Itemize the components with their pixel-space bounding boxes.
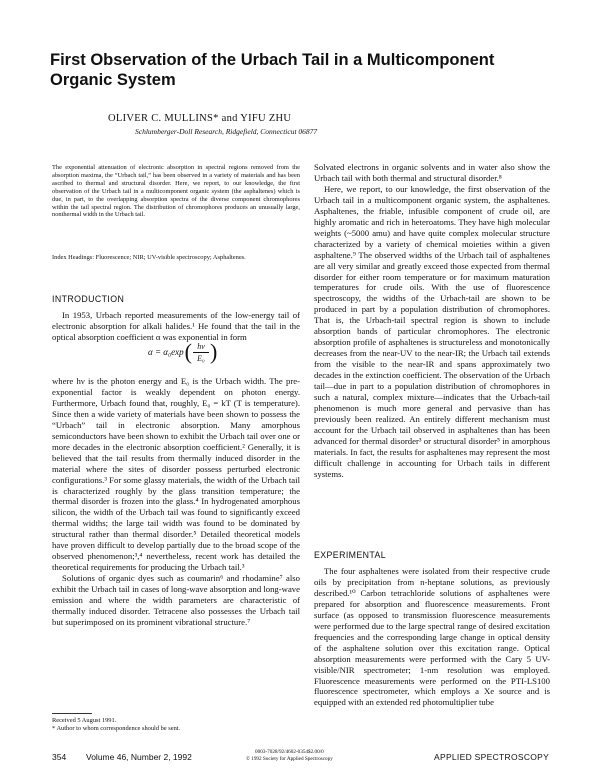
issn-code: 0003-7028/92/4602-0354$2.00/0 bbox=[255, 749, 324, 755]
footer-publication-info bbox=[246, 749, 333, 762]
journal-volume: Volume 46, Number 2, 1992 bbox=[86, 752, 192, 762]
intro-paragraph-1: In 1953, Urbach reported measurements of the low-energy tail of electronic absorption for alkali halides.¹ He found that the tail in the optical absorption coefficient α was exponential in form bbox=[52, 310, 300, 342]
equation-lhs: α = α₀exp bbox=[148, 347, 184, 357]
article-authors: OLIVER C. MULLINS* and YIFU ZHU bbox=[108, 113, 292, 124]
abstract: The exponential attenuation of electronic absorption in spectral regions removed from the absorption maxima, the “Urbach tail,” has been observed in a variety of materials and has been ascribed to thermal and structural disorder. Here, we report, to our knowledge, the first observation of the Urbach tail in a multicomponent organic system (the asphaltenes) which is due, in part, to the overlapping absorption spectra of the diverse component chromophores within the tail spectral region. The distribution of chromophores produces an unusually large, nonthermal width in the Urbach tail. bbox=[52, 164, 300, 219]
intro-paragraph-2: where hν is the photon energy and E₀ is the Urbach width. The pre-exponential factor is weakly dependent on photon energy. Furthermore, Urbach found that, roughly, E₀ = kT (T is temperature). Since then a wide variety of materials have been shown to possess the “Urbach” tail in electronic absorption. Many amorphous semiconductors have been shown to exhibit the Urbach tail over one or more decades in the electronic absorption coefficient.² Generally, it is believed that the tail results from thermally induced disorder in the material where the sites of disorder possess perturbed electronic configurations.³ For some glassy materials, the width of the Urbach tail is characterized roughly by the glass transition temperature; the thermal disorder is frozen into the glass.⁴ In hydrogenated amorphous silicon, the width of the Urbach tail was found to significantly exceed thermal widths; the large tail width was found to be dominated by structural rather than thermal disorder.⁵ Detailed theoretical models have proven difficult to develop partially due to the broad scope of the observed phenomenon;³,⁴ nevertheless, recent work has detailed the theoretical requirements for producing the Urbach tail.³ bbox=[52, 376, 300, 573]
right-column-body bbox=[314, 162, 550, 480]
article-title: First Observation of the Urbach Tail in a Multicomponent Organic System bbox=[50, 51, 495, 89]
left-column-intro-p1 bbox=[52, 310, 300, 343]
right-paragraph-2: Here, we report, to our knowledge, the first observation of the Urbach tail in a multicomponent organic system, the asphaltenes. Asphaltenes, the friable, infusible component of crude oil, are highly aromatic and rich in heteroatoms. They have high molecular weights (~5000 amu) and have quite complex molecular structure characterized by a variety of chemical moieties within a given asphaltene.⁹ The observed widths of the Urbach tail of asphaltenes are all very similar and greatly exceed those expected from thermal disorder for either room temperature or for maximum maturation temperatures for crude oils. With the use of fluorescence spectroscopy, the widths of the Urbach-tail are shown to be produced in part by a population distribution of chromophores. That is, the Urbach-tail spectral region is shown to include absorption bands of particular chromophores. The electronic absorption profile of asphaltenes is structureless and monotonically decreases from the near-UV to the near-IR; the Urbach tail extends from the visible to the near-IR and spans approximately two decades in the extinction coefficient. The observation of the Urbach tail—due in part to a population distribution of chromophores in such a natural, complex mixture—indicates that the Urbach-tail phenomenon is much more general and pervasive than has previously been realized. An entirely different mechanism must account for the Urbach tail observed in asphaltenes than has been advanced for thermal disorder³ or structural disorder⁵ in amorphous materials. In fact, the results for asphaltenes may represent the most difficult challenge in accounting for Urbach tails in different systems. bbox=[314, 183, 550, 479]
journal-name: APPLIED SPECTROSCOPY bbox=[434, 752, 550, 762]
intro-paragraph-3: Solutions of organic dyes such as coumarin⁶ and rhodamine⁷ also exhibit the Urbach tail in cases of long-wave absorption and long-wave emission and where the width parameters are characteristic of thermally induced disorder. Tetracene also possesses the Urbach tail but superimposed on its prominent vibrational structure.⁷ bbox=[52, 573, 301, 627]
footnote-rule bbox=[52, 713, 92, 714]
author-affiliation: Schlumberger-Doll Research, Ridgefield, Connecticut 06877 bbox=[135, 127, 318, 136]
experimental-body bbox=[314, 566, 550, 708]
copyright-notice: © 1992 Society for Applied Spectroscopy bbox=[246, 755, 333, 762]
left-column-body bbox=[52, 376, 300, 628]
experimental-paragraph: The four asphaltenes were isolated from their respective crude oils by precipitation from n-heptane solutions, as previously described.¹⁰ Carbon tetrachloride solutions of asphaltenes were prepared for absorption and fluorescence measurements. Front surface (as opposed to transmission fluorescence measurements were performed due to the large spectral range of desired excitation frequencies and the corresponding large change in optical density of the asphaltene solution over this excitation range. Optical absorption measurements were performed with the Cary 5 UV-visible/NIR spectrometer; 1-nm resolution was employed. Fluorescence measurements were performed on the PTI-LS100 fluorescence spectrometer, which employs a Xe source and is equipped with an extended red photomultiplier tube bbox=[314, 566, 550, 708]
equation-numerator: hν bbox=[197, 341, 205, 351]
correspondence-note: * Author to whom correspondence should be sent. bbox=[52, 725, 181, 733]
received-date: Received 5 August 1991. bbox=[52, 717, 117, 724]
footnotes bbox=[52, 717, 180, 733]
equation-denominator: E₀ bbox=[197, 353, 205, 363]
page-number: 354 bbox=[52, 752, 67, 762]
index-headings: Index Headings: Fluorescence; NIR; UV-visible spectroscopy; Asphaltenes. bbox=[52, 254, 246, 261]
introduction-heading: INTRODUCTION bbox=[52, 294, 125, 304]
right-paragraph-1: Solvated electrons in organic solvents and in water also show the Urbach tail with both thermal and structural disorder.⁸ bbox=[314, 162, 550, 183]
urbach-equation: α = α₀exp ( $\frac{h\nu}{\text{E₀}}$ ) bbox=[148, 339, 218, 364]
experimental-heading: EXPERIMENTAL bbox=[314, 550, 387, 560]
